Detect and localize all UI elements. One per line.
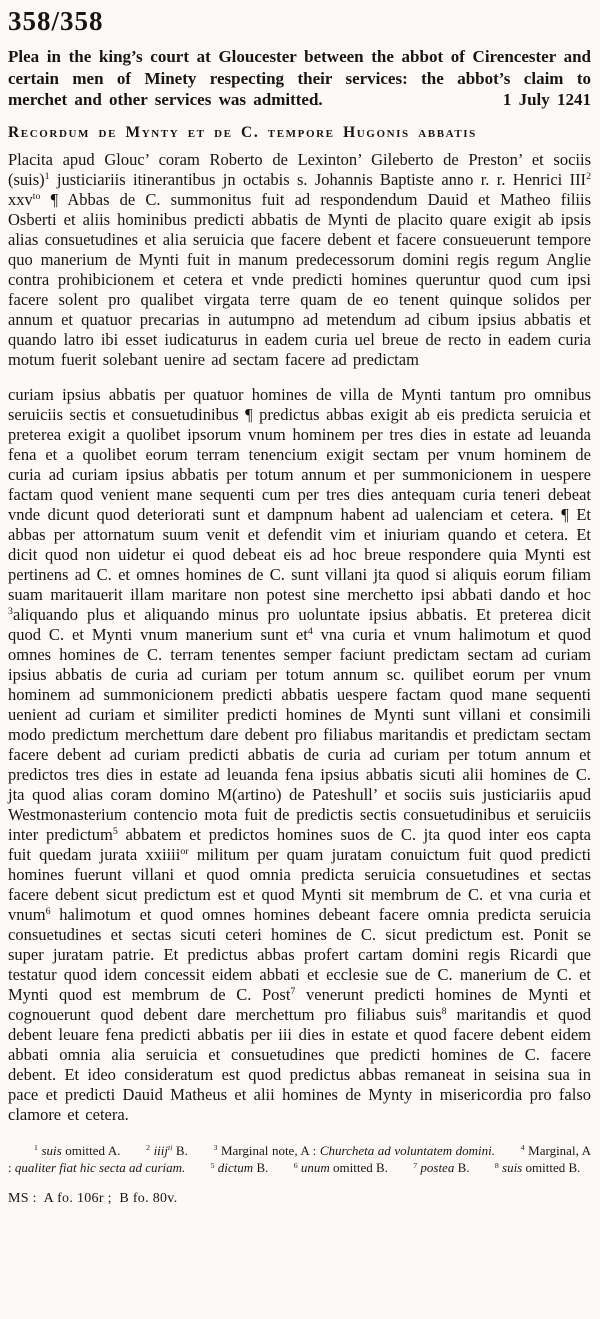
footnote-item: $^4$ Marginal, A : qualiter fiat hic secta ad curiam. <box>8 1142 592 1175</box>
footnotes <box>8 1142 591 1177</box>
footnote-item: $^3$ Marginal note, A : Churcheta ad voluntatem domini. <box>213 1142 496 1158</box>
paragraph: Placita apud Glouc’ coram Roberto de Lexinton’ Gileberto de Preston’ et sociis (suis)$^1$ justiciariis itinerantibus jn octabis s. Johannis Baptiste anno r. r. Henrici III$^2$ xxv$^{to}$ ¶ Abbas de C. summonitus fuit ad respondendum Dauid et Matheo filiis Osberti et aliis hominibus predicti abbatis de Mynti de placito quare exigit ab ipsis alias consuetudines et alia seruicia que facere debent et facere consueuerunt tempore quo manerium de Mynti fuit in manum predecessorum domini regis regum Anglie contra prohibicionem et cetera et vnde predicti homines queruntur quod cum ipsi facere solent pro qualibet virgata terre quam de eo tenent quinque solidos per annum et quatuor precarias in autumpno ad metendum ad cibum ipsius abbatis et quando latro ibi esset iudicaturus in eadem curia uel breue de recto in eadem curia motum fuerit solebant uenire ad sectam facere ad predictam <box>8 149 591 369</box>
manuscript-reference: MS : A fo. 106r ; B fo. 80v. <box>8 1190 178 1206</box>
page-number: 358/358 <box>8 6 104 36</box>
footnote-item: $^2$ iiij$^{ti}$ B. <box>146 1142 188 1158</box>
summary-text: Plea in the king’s court at Gloucester between the abbot of Cirencester and certain men of Minety respecting their services: the abbot’s claim to merchet and other services was admitted. <box>8 47 591 109</box>
body-text <box>8 150 591 1125</box>
footnote-item: $^6$ unum omitted B. <box>293 1160 388 1175</box>
record-heading: Recordum de Mynty et de C. tempore Hugonis abbatis <box>8 123 477 141</box>
footnote-item: $^7$ postea B. <box>413 1160 470 1175</box>
summary-date: 1 July 1241 <box>493 89 591 111</box>
footnote-item: $^8$ suis omitted B. <box>494 1160 581 1175</box>
summary-block <box>8 46 591 111</box>
paragraph: curiam ipsius abbatis per quatuor homines de villa de Mynti tantum pro omnibus seruiciis sectis et consuetudinibus ¶ predictus abbas exigit ab eis predicta seruicia et preterea exigit a quolibet ipsorum vnum hominem per tres dies in estate ad leuanda fena et a quolibet eorum terram tenencium exigit sectam per vnum hominem de curia ad curiam ipsius abbatis per totum annum et per summonicionem in uespere factam quod venient mane sequenti cum per tres dies antequam curia teneri debeat vnde dicunt quod deteriorati sunt et dampnum habent ad ualenciam et cetera. ¶ Et abbas per attornatum suum venit et defendit vim et iniuriam quando et cetera. Et dicit quod non uidetur ei quod debeat eis ad hoc breue respondere quia Mynti est pertinens ad C. et omnes homines de C. sunt villani jta quod si aliquis eorum filiam suam maritauerit illam maritare non potest sine merchetto ipsi abbati dando et hoc $^3$aliquando plus et aliquando minus pro uoluntate ipsius abbatis. Et preterea dicit quod C. et Mynti vnum manerium sunt $et^4$ vna curia et vnum halimotum et quod omnes homines de C. terram tenentes semper faciunt predictam sectam ad curiam ipsius abbatis de curia ad curiam per totum annum sc. quilibet eorum per vnum hominem ad summonicionem predicti abbatis uespere factam quod mane sequenti uenient ad curiam et similiter predicti homines de Mynti sunt villani et consimili modo predictum merchettum dare debent pro filiabus maritandis et predictam sectam facere debent ad curiam predicti abbatis de curia ad curiam per totum annum et predictos tres dies in estate ad leuanda fena ipsius abbatis sicuti alii homines de C. jta quod alias coram domino M(artino) de Pateshull’ et sociis suis justiciariis apud Westmonasterium contencio mota fuit de predictis sectis consuetudinibus et seruiciis inter predictum$^5$ abbatem et predictos homines suos de C. jta quod inter eos capta fuit quedam jurata xxiiii$^{or}$ militum per quam juratam conuictum fuit quod predicti homines fuerunt villani et quod omnia predicta seruicia consuetudines et sectas facere debent sicut predictum est et quod Mynti sit membrum de C. et vna curia et vnum$^6$ halimotum et quod omnes homines debeant facere omnia predicta seruicia consuetudines et sectas sicuti ceteri homines de C. sicut predictum est. Ponit se super juratam patrie. Et predictus abbas profert cartam domini regis Ricardi que testatur quod idem concessit eidem abbati et ecclesie sue de C. manerium de C. et Mynti quod est membrum de C. Post$^7$ venerunt predicti homines de Mynti et cognouerunt quod debent dare merchettum pro filiabus suis$^8$ maritandis et quod debent leuare fena predicti abbatis per iii dies in estate et quod facere debent eidem abbati omnia alia seruicia et consuetudines que predicti homines de C. facere debent. Et ideo consideratum est quod predictus abbas remaneat in seisina sua in pace et predicti Dauid Matheus et alii homines de Mynty in misericordia pro falso clamore et cetera. <box>8 384 592 1124</box>
footnote-item: $^5$ dictum B. <box>210 1160 269 1175</box>
footnote-item: $^1$ suis omitted A. <box>34 1142 121 1158</box>
